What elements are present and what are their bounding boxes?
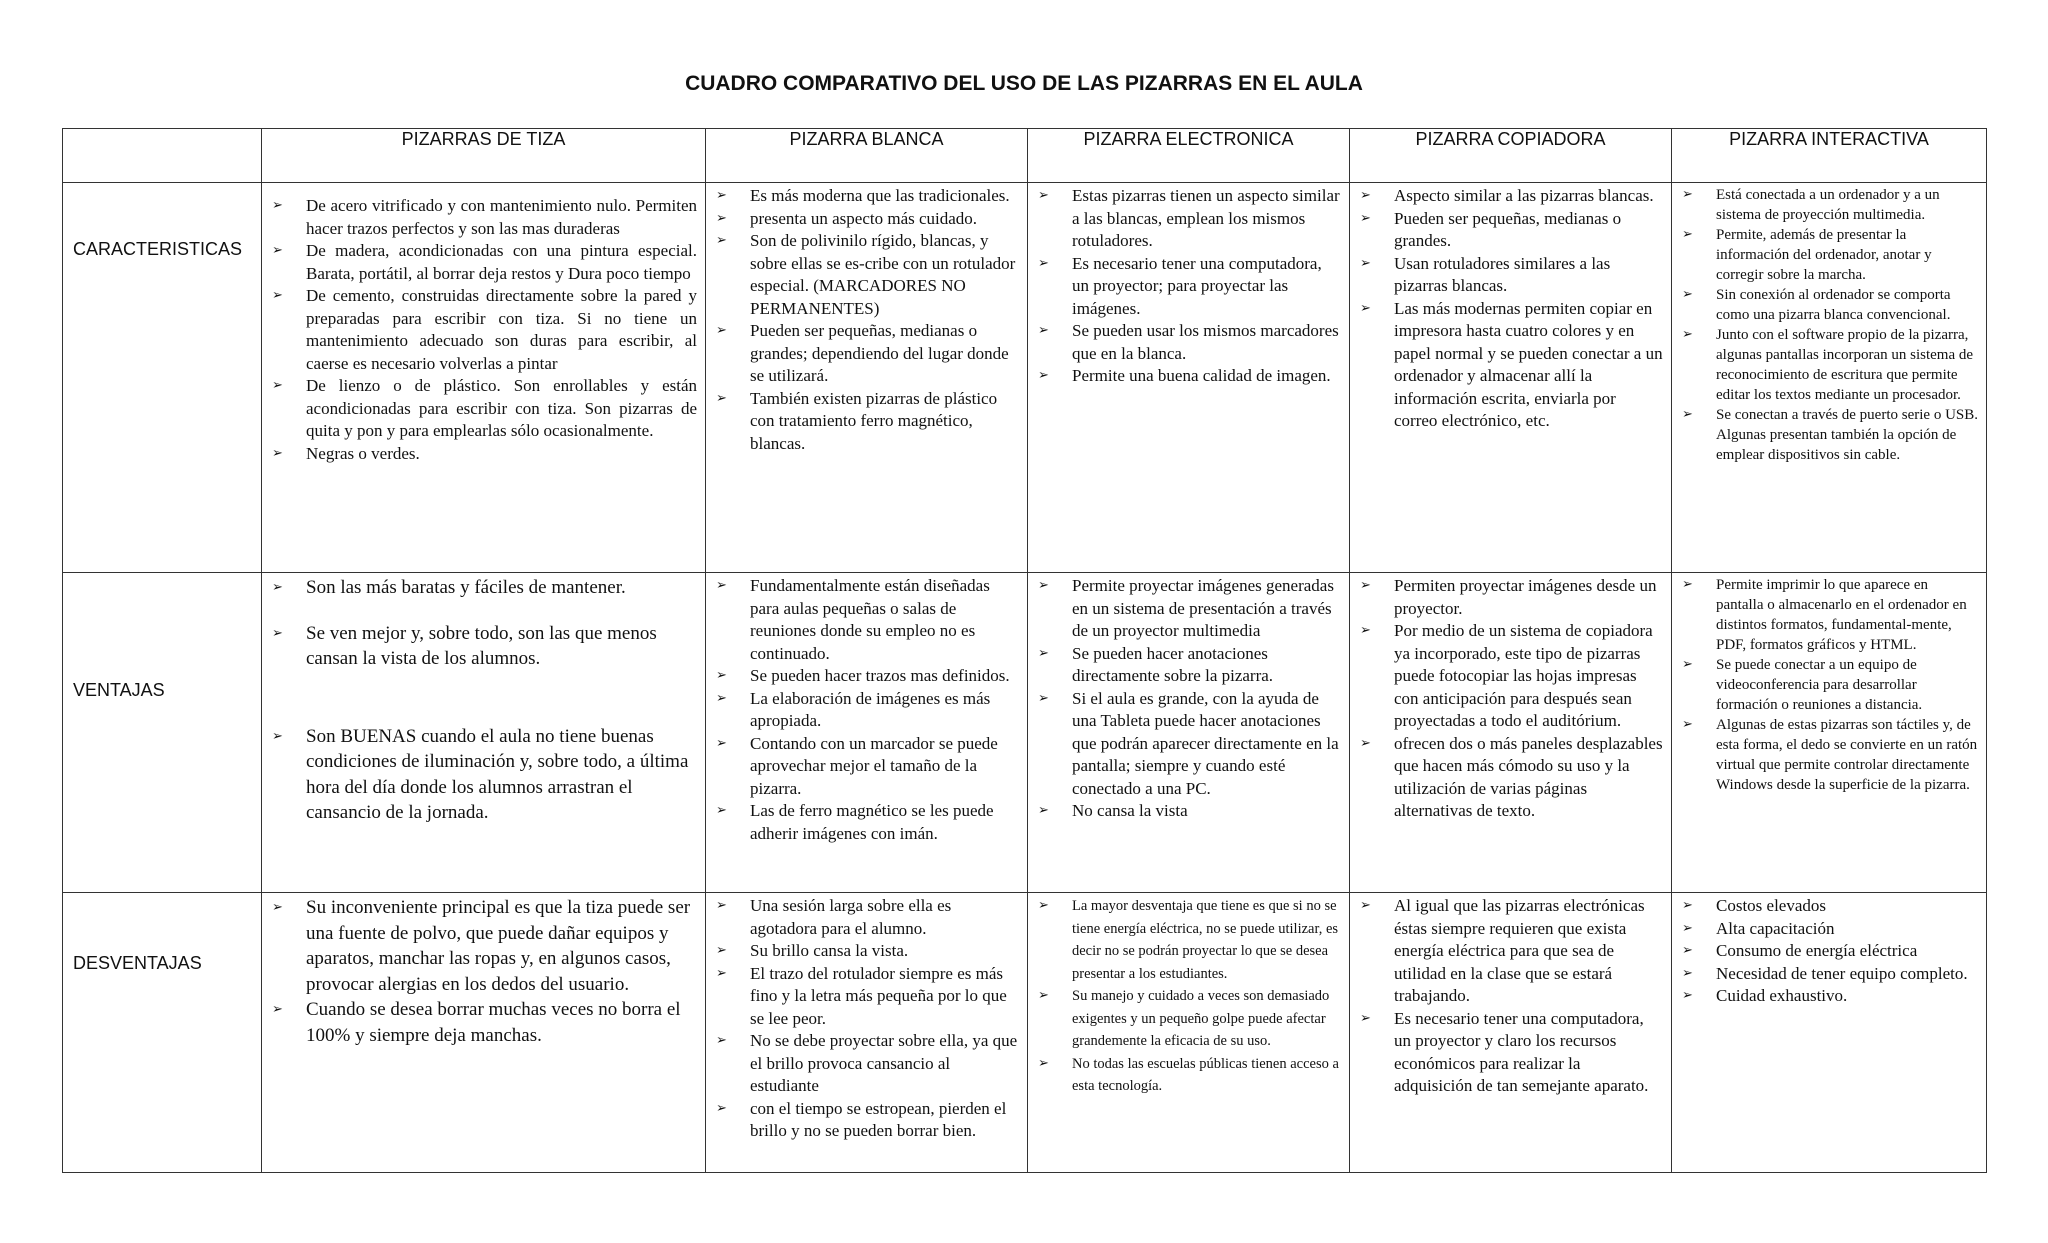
list-item: ➢ Costos elevados: [1680, 895, 1978, 918]
list-item: ➢ Permite imprimir lo que aparece en pantalla o almacenarlo en el ordenador en distintos formatos, fundamental-mente, PDF, formatos gráficos y HTML.: [1680, 575, 1978, 655]
list-item: ➢ Cuando se desea borrar muchas veces no borra el 100% y siempre deja manchas.: [270, 997, 697, 1048]
list-item: ➢ Necesidad de tener equipo completo.: [1680, 963, 1978, 986]
row-ventajas: [63, 573, 1987, 893]
cell-copiadora-ventajas: [1350, 573, 1672, 893]
header-empty: [63, 129, 262, 183]
page-title: CUADRO COMPARATIVO DEL USO DE LAS PIZARRAS EN EL AULA: [685, 72, 1363, 95]
row-label-ventajas: VENTAJAS: [63, 573, 262, 893]
header-pizarra-blanca: PIZARRA BLANCA: [706, 129, 1028, 183]
cell-tiza-desventajas: [262, 893, 706, 1173]
list-item: ➢ Son BUENAS cuando el aula no tiene buenas condiciones de iluminación y, sobre todo, a última hora del día donde los alumnos arrastran el cansancio de la jornada.: [270, 724, 697, 826]
list-item: ➢ Cuidad exhaustivo.: [1680, 985, 1978, 1008]
list-item: ➢ El trazo del rotulador siempre es más fino y la letra más pequeña por lo que se lee peor.: [714, 963, 1019, 1031]
list-item: ➢ Junto con el software propio de la pizarra, algunas pantallas incorporan un sistema de reconocimiento de escritura que permite editar los textos mediante un procesador.: [1680, 325, 1978, 405]
cell-tiza-ventajas: [262, 573, 706, 893]
list-item: ➢ Por medio de un sistema de copiadora ya incorporado, este tipo de pizarras puede fotocopiar las hojas impresas con anticipación para después sean proyectadas a todo el auditórium.: [1358, 620, 1663, 733]
list-item: ➢ Aspecto similar a las pizarras blancas.: [1358, 185, 1663, 208]
list-item: ➢ Es más moderna que las tradicionales.: [714, 185, 1019, 208]
bullet-list: [1358, 185, 1663, 433]
cell-blanca-ventajas: [706, 573, 1028, 893]
list-item: ➢ No cansa la vista: [1036, 800, 1341, 823]
list-item: ➢ con el tiempo se estropean, pierden el brillo y no se pueden borrar bien.: [714, 1098, 1019, 1143]
list-item: ➢ Permite, además de presentar la información del ordenador, anotar y corregir sobre la marcha.: [1680, 225, 1978, 285]
list-item: ➢ De cemento, construidas directamente sobre la pared y preparadas para escribir con tiza. Si no tiene un mantenimiento adecuado son duras para escribir, al caerse es necesario volverlas a pintar: [270, 285, 697, 375]
list-item: ➢ Las más modernas permiten copiar en impresora hasta cuatro colores y en papel normal y se pueden conectar a un ordenador y almacenar allí la información escrita, enviarla por correo electrónico, etc.: [1358, 298, 1663, 433]
header-pizarra-electronica: PIZARRA ELECTRONICA: [1028, 129, 1350, 183]
list-item: ➢ Alta capacitación: [1680, 918, 1978, 941]
row-caracteristicas: [63, 183, 1987, 573]
list-item: ➢ La elaboración de imágenes es más apropiada.: [714, 688, 1019, 733]
list-item: ➢ Sin conexión al ordenador se comporta como una pizarra blanca convencional.: [1680, 285, 1978, 325]
cell-copiadora-desventajas: [1350, 893, 1672, 1173]
list-item: ➢ Se pueden usar los mismos marcadores que en la blanca.: [1036, 320, 1341, 365]
list-item: ➢ Se pueden hacer trazos mas definidos.: [714, 665, 1019, 688]
list-item: ➢ Su inconveniente principal es que la tiza puede ser una fuente de polvo, que puede dañar equipos y aparatos, manchar las ropas y, en algunos casos, provocar alergias en los dedos del usuario.: [270, 895, 697, 997]
header-pizarras-de-tiza: PIZARRAS DE TIZA: [262, 129, 706, 183]
bullet-list: [270, 195, 697, 465]
list-item: ➢ De lienzo o de plástico. Son enrollables y están acondicionadas para escribir con tiza. Son pizarras de quita y pon y para emplearlas sólo ocasionalmente.: [270, 375, 697, 443]
list-item: ➢ Fundamentalmente están diseñadas para aulas pequeñas o salas de reuniones donde su empleo no es continuado.: [714, 575, 1019, 665]
cell-interactiva-desventajas: [1672, 893, 1987, 1173]
list-item: ➢ Pueden ser pequeñas, medianas o grandes; dependiendo del lugar donde se utilizará.: [714, 320, 1019, 388]
list-item: ➢ No todas las escuelas públicas tienen acceso a esta tecnología.: [1036, 1053, 1341, 1098]
cell-electronica-ventajas: [1028, 573, 1350, 893]
list-item: ➢ presenta un aspecto más cuidado.: [714, 208, 1019, 231]
list-item: ➢ Si el aula es grande, con la ayuda de una Tableta puede hacer anotaciones que podrán aparecer directamente en la pantalla; siempre y cuando esté conectado a una PC.: [1036, 688, 1341, 801]
list-item: ➢ ofrecen dos o más paneles desplazables que hacen más cómodo su uso y la utilización de varias páginas alternativas de texto.: [1358, 733, 1663, 823]
list-item: ➢ Se ven mejor y, sobre todo, son las que menos cansan la vista de los alumnos.: [270, 621, 697, 672]
list-item: ➢ Son las más baratas y fáciles de mantener.: [270, 575, 697, 601]
header-row: [63, 129, 1987, 183]
bullet-list: [270, 895, 697, 1048]
list-item: ➢ Consumo de energía eléctrica: [1680, 940, 1978, 963]
row-label-caracteristicas: CARACTERISTICAS: [63, 183, 262, 573]
list-item: ➢ También existen pizarras de plástico con tratamiento ferro magnético, blancas.: [714, 388, 1019, 456]
list-item: ➢ Se puede conectar a un equipo de videoconferencia para desarrollar formación o reuniones a distancia.: [1680, 655, 1978, 715]
list-item: ➢ No se debe proyectar sobre ella, ya que el brillo provoca cansancio al estudiante: [714, 1030, 1019, 1098]
bullet-list: [1680, 895, 1978, 1008]
cell-copiadora-caracteristicas: [1350, 183, 1672, 573]
list-item: ➢ Permite proyectar imágenes generadas en un sistema de presentación a través de un proyector multimedia: [1036, 575, 1341, 643]
list-item: ➢ Usan rotuladores similares a las pizarras blancas.: [1358, 253, 1663, 298]
row-desventajas: [63, 893, 1987, 1173]
bullet-list: [1036, 575, 1341, 823]
row-label-desventajas: DESVENTAJAS: [63, 893, 262, 1173]
bullet-list: [1358, 895, 1663, 1098]
header-pizarra-copiadora: PIZARRA COPIADORA: [1350, 129, 1672, 183]
list-item: ➢ Permiten proyectar imágenes desde un proyector.: [1358, 575, 1663, 620]
list-item: ➢ De acero vitrificado y con mantenimiento nulo. Permiten hacer trazos perfectos y son las mas duraderas: [270, 195, 697, 240]
cell-electronica-caracteristicas: [1028, 183, 1350, 573]
cell-interactiva-ventajas: [1672, 573, 1987, 893]
list-item: ➢ Algunas de estas pizarras son táctiles y, de esta forma, el dedo se convierte en un ratón virtual que permite controlar directamente Windows desde la superficie de la pizarra.: [1680, 715, 1978, 795]
list-item: ➢ Estas pizarras tienen un aspecto similar a las blancas, emplean los mismos rotuladores.: [1036, 185, 1341, 253]
list-item: ➢ Una sesión larga sobre ella es agotadora para el alumno.: [714, 895, 1019, 940]
bullet-list: [1680, 575, 1978, 795]
list-item: ➢ Su manejo y cuidado a veces son demasiado exigentes y un pequeño golpe puede afectar grandemente la eficacia de su uso.: [1036, 985, 1341, 1053]
bullet-list: [714, 575, 1019, 845]
list-item: ➢ Se pueden hacer anotaciones directamente sobre la pizarra.: [1036, 643, 1341, 688]
list-item: ➢ Permite una buena calidad de imagen.: [1036, 365, 1341, 388]
header-pizarra-interactiva: PIZARRA INTERACTIVA: [1672, 129, 1987, 183]
bullet-list: [1680, 185, 1978, 465]
bullet-list: [714, 185, 1019, 455]
list-item: ➢ Contando con un marcador se puede aprovechar mejor el tamaño de la pizarra.: [714, 733, 1019, 801]
list-item: ➢ Al igual que las pizarras electrónicas éstas siempre requieren que exista energía eléctrica para que sea de utilidad en la clase que se estará trabajando.: [1358, 895, 1663, 1008]
list-item: ➢ De madera, acondicionadas con una pintura especial. Barata, portátil, al borrar deja restos y Dura poco tiempo: [270, 240, 697, 285]
list-item: ➢ Es necesario tener una computadora, un proyector; para proyectar las imágenes.: [1036, 253, 1341, 321]
bullet-list: [1036, 895, 1341, 1098]
cell-blanca-desventajas: [706, 893, 1028, 1173]
list-item: ➢ Se conectan a través de puerto serie o USB. Algunas presentan también la opción de emplear dispositivos sin cable.: [1680, 405, 1978, 465]
comparison-table: [62, 128, 1987, 1173]
bullet-list: [714, 895, 1019, 1143]
list-item: ➢ Negras o verdes.: [270, 443, 697, 466]
list-item: ➢ Las de ferro magnético se les puede adherir imágenes con imán.: [714, 800, 1019, 845]
bullet-list: [1358, 575, 1663, 823]
list-item: ➢ Son de polivinilo rígido, blancas, y sobre ellas se es-cribe con un rotulador especial. (MARCADORES NO PERMANENTES): [714, 230, 1019, 320]
cell-electronica-desventajas: [1028, 893, 1350, 1173]
list-item: ➢ Su brillo cansa la vista.: [714, 940, 1019, 963]
list-item: ➢ Pueden ser pequeñas, medianas o grandes.: [1358, 208, 1663, 253]
cell-blanca-caracteristicas: [706, 183, 1028, 573]
cell-interactiva-caracteristicas: [1672, 183, 1987, 573]
bullet-list: [1036, 185, 1341, 388]
cell-tiza-caracteristicas: [262, 183, 706, 573]
bullet-list: [270, 575, 697, 826]
list-item: ➢ Es necesario tener una computadora, un proyector y claro los recursos económicos para realizar la adquisición de tan semejante aparato.: [1358, 1008, 1663, 1098]
list-item: ➢ La mayor desventaja que tiene es que si no se tiene energía eléctrica, no se puede utilizar, es decir no se podrán proyectar lo que se desea presentar a los estudiantes.: [1036, 895, 1341, 985]
list-item: ➢ Está conectada a un ordenador y a un sistema de proyección multimedia.: [1680, 185, 1978, 225]
